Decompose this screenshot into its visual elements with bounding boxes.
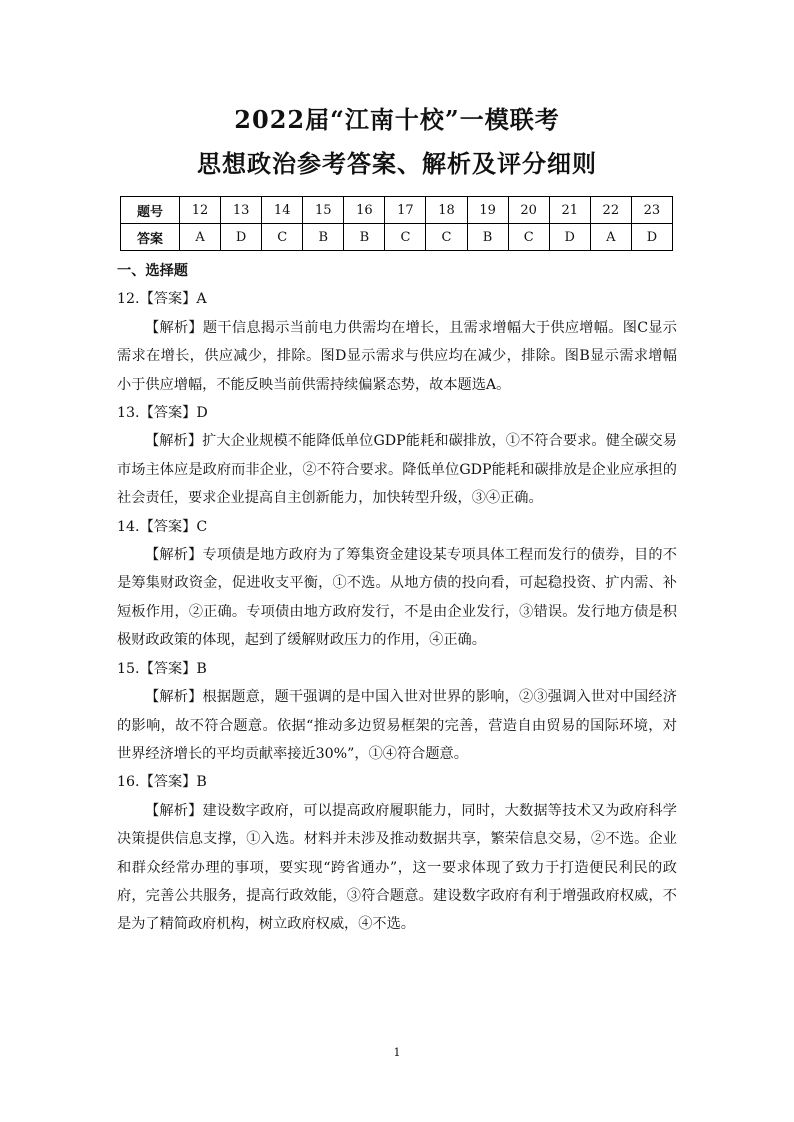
answer-cell: B	[467, 224, 508, 251]
answer-line: 15.【答案】B	[117, 660, 207, 677]
answer-line: 16.【答案】B	[117, 774, 207, 791]
answer-cell: C	[385, 224, 426, 251]
question-number-label: 题号	[121, 197, 180, 224]
analysis-paragraph: 【解析】题干信息揭示当前电力供需均在增长，且需求增幅大于供应增幅。图C显示需求在增长，供应减少，排除。图D显示需求与供应均在减少，排除。图B显示需求增幅小于供应增幅，不能反映当前供需持续偏紧态势，故本题选A。	[117, 319, 677, 393]
question-number-cell: 16	[344, 197, 385, 224]
answer-cell: D	[549, 224, 590, 251]
answer-cell: A	[590, 224, 631, 251]
analysis-paragraph: 【解析】建设数字政府，可以提高政府履职能力，同时，大数据等技术又为政府科学决策提供信息支撑，①入选。材料并未涉及推动数据共享，繁荣信息交易，②不选。企业和群众经常办理的事项，要实现“跨省通办”，这一要求体现了致力于打造便民利民的政府，完善公共服务，提高行政效能，③符合题意。建设数字政府有利于增强政府权威，不是为了精简政府机构，树立政府权威，④不选。	[117, 802, 677, 933]
answer-cell: C	[508, 224, 549, 251]
question-number-cell: 17	[385, 197, 426, 224]
question-number-cell: 12	[180, 197, 221, 224]
question-number-cell: 15	[303, 197, 344, 224]
section-heading: 一、选择题	[117, 263, 188, 279]
question-number-row	[121, 197, 673, 224]
answer-line: 12.【答案】A	[117, 291, 207, 308]
question-number-cell: 14	[262, 197, 303, 224]
answer-cell: A	[180, 224, 221, 251]
answer-cell: B	[344, 224, 385, 251]
answer-cell: B	[303, 224, 344, 251]
document-subtitle: 思想政治参考答案、解析及评分细则	[197, 149, 597, 178]
document-body	[117, 257, 677, 939]
document-title: 2022届“江南十校”一模联考	[234, 105, 560, 134]
answer-cell: D	[221, 224, 262, 251]
page-number: 1	[393, 1046, 401, 1059]
answer-line: 13.【答案】D	[117, 405, 208, 422]
question-number-cell: 20	[508, 197, 549, 224]
answer-label: 答案	[121, 224, 180, 251]
answer-cell: D	[631, 224, 672, 251]
answer-cell: C	[426, 224, 467, 251]
question-number-cell: 19	[467, 197, 508, 224]
answer-table	[120, 196, 673, 251]
answer-line: 14.【答案】C	[117, 518, 208, 535]
question-number-cell: 23	[631, 197, 672, 224]
question-number-cell: 13	[221, 197, 262, 224]
answer-cell: C	[262, 224, 303, 251]
analysis-paragraph: 【解析】根据题意，题干强调的是中国入世对世界的影响，②③强调入世对中国经济的影响，故不符合题意。依据“推动多边贸易框架的完善，营造自由贸易的国际环境，对世界经济增长的平均贡献率接近30%”，①④符合题意。	[117, 689, 677, 762]
question-number-cell: 18	[426, 197, 467, 224]
question-number-cell: 22	[590, 197, 631, 224]
question-number-cell: 21	[549, 197, 590, 224]
answer-row	[121, 224, 673, 251]
analysis-paragraph: 【解析】专项债是地方政府为了筹集资金建设某专项具体工程而发行的债券，目的不是筹集财政资金，促进收支平衡，①不选。从地方债的投向看，可起稳投资、扩内需、补短板作用，②正确。专项债由地方政府发行，不是由企业发行，③错误。发行地方债是积极财政政策的体现，起到了缓解财政压力的作用，④正确。	[117, 547, 677, 649]
analysis-paragraph: 【解析】扩大企业规模不能降低单位GDP能耗和碳排放，①不符合要求。健全碳交易市场主体应是政府而非企业，②不符合要求。降低单位GDP能耗和碳排放是企业应承担的社会责任，要求企业提高自主创新能力，加快转型升级，③④正确。	[117, 433, 677, 507]
